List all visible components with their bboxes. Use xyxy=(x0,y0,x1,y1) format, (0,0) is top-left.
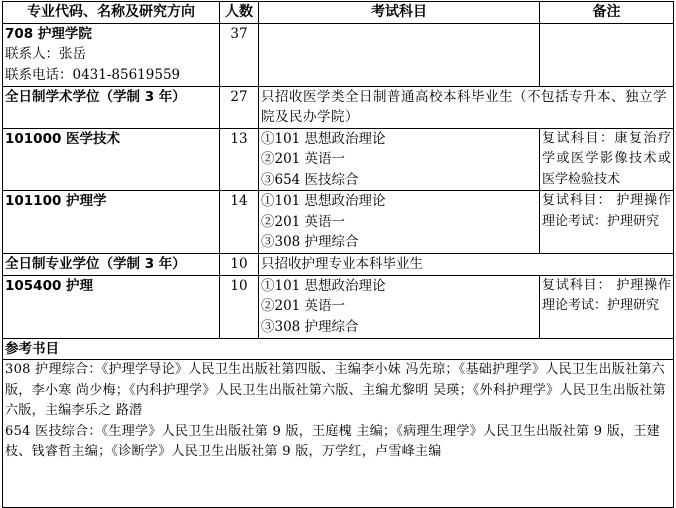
school-contact: 联系人：张岳 xyxy=(5,46,86,62)
major-count: 10 xyxy=(220,275,259,338)
school-remark-empty xyxy=(540,23,674,86)
school-phone: 联系电话：0431-85619559 xyxy=(5,66,181,83)
exam-item: ③654 医技综合 xyxy=(261,171,359,188)
header-count: 人数 xyxy=(220,2,259,24)
header-exam: 考试科目 xyxy=(259,2,540,24)
references-title-row xyxy=(3,338,674,360)
exam-subjects xyxy=(259,191,540,254)
major-name: 101000 医学技术 xyxy=(3,128,220,191)
major-row-nursing-science xyxy=(3,191,674,254)
exam-item: ①101 思想政治理论 xyxy=(261,193,386,209)
academic-degree-note: 只招收医学类全日制普通高校本科毕业生（不包括专升本、独立学院及民办学院） xyxy=(259,86,674,128)
remark: 复试科目： 护理操作 理论考试：护理研究 xyxy=(540,191,674,254)
professional-degree-title: 全日制专业学位（学制 3 年） xyxy=(3,254,220,276)
exam-item: ③308 护理综合 xyxy=(261,234,359,250)
reference-item-nursing: 308 护理综合：《护理学导论》人民卫生出版社第四版、主编李小妹 冯先琼；《基础护理学》人民卫生出版社第六版，李小寒 尚少梅；《内科护理学》人民卫生出版社第六版、主编尤黎明 吴瑛；《外科护理学》人民卫生出版社第六版，主编李乐之 路潜 xyxy=(5,362,666,418)
school-name: 708 护理学院 xyxy=(5,25,92,42)
school-exam-empty xyxy=(259,23,540,86)
academic-degree-title: 全日制学术学位（学制 3 年） xyxy=(3,86,220,128)
major-name: 101100 护理学 xyxy=(3,191,220,254)
major-row-nursing xyxy=(3,275,674,338)
major-name: 105400 护理 xyxy=(3,275,220,338)
remark: 复试科目：康复治疗学或医学影像技术或医学检验技术 xyxy=(540,128,674,191)
references-body xyxy=(3,360,674,508)
exam-item: ①101 思想政治理论 xyxy=(261,130,386,147)
header-row xyxy=(3,2,674,24)
references-row xyxy=(3,360,674,508)
header-remark: 备注 xyxy=(540,2,674,24)
exam-item: ②201 英语一 xyxy=(261,298,346,314)
major-row-medical-tech xyxy=(3,128,674,191)
professional-degree-note: 只招收护理专业本科毕业生 xyxy=(259,254,674,276)
exam-subjects xyxy=(259,128,540,191)
exam-item: ①101 思想政治理论 xyxy=(261,277,386,294)
school-count: 37 xyxy=(220,23,259,86)
exam-item: ③308 护理综合 xyxy=(261,318,359,335)
exam-subjects xyxy=(259,275,540,338)
academic-degree-row xyxy=(3,86,674,128)
admissions-table xyxy=(2,1,674,508)
professional-degree-row xyxy=(3,254,674,276)
exam-item: ②201 英语一 xyxy=(261,151,346,167)
academic-degree-count: 27 xyxy=(220,86,259,128)
major-count: 14 xyxy=(220,191,259,254)
school-info xyxy=(3,23,220,86)
reference-item-medtech: 654 医技综合：《生理学》人民卫生出版社第 9 版，王庭槐 主编；《病理生理学》人民卫生出版社第 9 版，王建枝、钱睿哲主编；《诊断学》人民卫生出版社第 9 版，万学红，卢雪峰主编 xyxy=(5,423,660,459)
header-major: 专业代码、名称及研究方向 xyxy=(3,2,220,24)
exam-item: ②201 英语一 xyxy=(261,213,346,230)
school-row xyxy=(3,23,674,86)
professional-degree-count: 10 xyxy=(220,254,259,276)
references-title: 参考书目 xyxy=(3,338,674,360)
major-count: 13 xyxy=(220,128,259,191)
remark: 复试科目： 护理操作 理论考试：护理研究 xyxy=(540,275,674,338)
